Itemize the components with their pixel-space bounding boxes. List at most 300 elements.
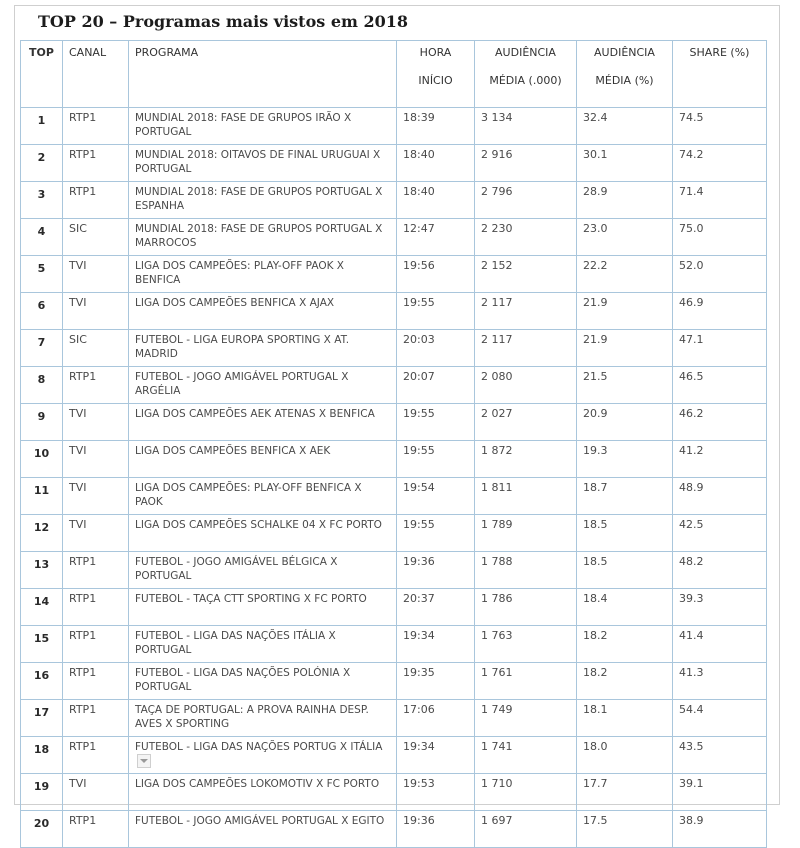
start-time-cell-text: 18:39 bbox=[403, 111, 435, 124]
start-time-cell bbox=[397, 367, 475, 404]
start-time-cell-text: 19:34 bbox=[403, 740, 435, 753]
start-time-cell bbox=[397, 293, 475, 330]
program-cell bbox=[129, 663, 397, 700]
channel-cell-text: RTP1 bbox=[69, 814, 97, 827]
program-cell-text: LIGA DOS CAMPEÕES: PLAY-OFF PAOK X BENFICA bbox=[135, 260, 344, 286]
audience-thousands-cell bbox=[475, 663, 577, 700]
channel-cell bbox=[63, 330, 129, 367]
audience-thousands-cell bbox=[475, 589, 577, 626]
rank-cell bbox=[21, 774, 63, 811]
channel-cell-text: RTP1 bbox=[69, 111, 97, 124]
channel-cell bbox=[63, 478, 129, 515]
program-cell-text: FUTEBOL - JOGO AMIGÁVEL PORTUGAL X EGITO bbox=[135, 815, 385, 827]
channel-cell bbox=[63, 219, 129, 256]
rank-cell-text: 13 bbox=[33, 558, 50, 571]
audience-thousands-cell-text: 1 763 bbox=[481, 629, 513, 642]
channel-cell bbox=[63, 441, 129, 478]
program-cell-text: FUTEBOL - LIGA DAS NAÇÕES POLÓNIA X PORTUGAL bbox=[135, 667, 351, 693]
header-aud-line2: MÉDIA (.000) bbox=[489, 74, 562, 87]
share-cell bbox=[673, 441, 767, 478]
audience-percent-cell bbox=[577, 626, 673, 663]
audience-percent-cell-text: 19.3 bbox=[583, 444, 608, 457]
start-time-cell-text: 19:56 bbox=[403, 259, 435, 272]
program-cell-text: LIGA DOS CAMPEÕES SCHALKE 04 X FC PORTO bbox=[135, 519, 382, 531]
share-cell bbox=[673, 515, 767, 552]
channel-cell bbox=[63, 145, 129, 182]
header-audpct-line2: MÉDIA (%) bbox=[595, 74, 654, 87]
rank-cell bbox=[21, 626, 63, 663]
page-title: TOP 20 – Programas mais vistos em 2018 bbox=[38, 12, 409, 31]
share-cell-text: 41.2 bbox=[679, 444, 704, 457]
share-cell-text: 47.1 bbox=[679, 333, 704, 346]
header-programa: PROGRAMA bbox=[129, 41, 397, 108]
rank-cell bbox=[21, 441, 63, 478]
table-header-row bbox=[21, 41, 767, 108]
table-row bbox=[21, 219, 767, 256]
start-time-cell-text: 19:34 bbox=[403, 629, 435, 642]
rank-cell bbox=[21, 552, 63, 589]
rank-cell-text: 1 bbox=[37, 114, 46, 127]
channel-cell-text: RTP1 bbox=[69, 703, 97, 716]
share-cell bbox=[673, 589, 767, 626]
audience-thousands-cell bbox=[475, 182, 577, 219]
share-cell-text: 74.2 bbox=[679, 148, 704, 161]
audience-percent-cell-text: 18.5 bbox=[583, 555, 608, 568]
channel-cell-text: TVI bbox=[69, 481, 87, 494]
start-time-cell bbox=[397, 330, 475, 367]
rank-cell-text: 20 bbox=[33, 817, 50, 830]
program-cell bbox=[129, 737, 397, 774]
program-cell bbox=[129, 811, 397, 848]
table-row bbox=[21, 737, 767, 774]
start-time-cell-text: 20:37 bbox=[403, 592, 435, 605]
rank-cell-text: 4 bbox=[37, 225, 46, 238]
audience-thousands-cell bbox=[475, 145, 577, 182]
header-hora-line1: HORA bbox=[419, 46, 452, 59]
audience-thousands-cell-text: 1 697 bbox=[481, 814, 513, 827]
audience-percent-cell-text: 18.7 bbox=[583, 481, 608, 494]
share-cell bbox=[673, 330, 767, 367]
start-time-cell-text: 19:53 bbox=[403, 777, 435, 790]
audience-percent-cell bbox=[577, 663, 673, 700]
audience-thousands-cell bbox=[475, 108, 577, 145]
table-row bbox=[21, 182, 767, 219]
audience-thousands-cell-text: 2 152 bbox=[481, 259, 513, 272]
share-cell-text: 48.2 bbox=[679, 555, 704, 568]
share-cell bbox=[673, 737, 767, 774]
start-time-cell-text: 19:55 bbox=[403, 296, 435, 309]
program-cell-text: FUTEBOL - JOGO AMIGÁVEL BÉLGICA X PORTUGAL bbox=[135, 556, 338, 582]
channel-cell bbox=[63, 552, 129, 589]
program-cell-text: LIGA DOS CAMPEÕES: PLAY-OFF BENFICA X PAOK bbox=[135, 482, 362, 508]
program-cell bbox=[129, 219, 397, 256]
program-cell-text: FUTEBOL - LIGA DAS NAÇÕES PORTUG X ITÁLIA bbox=[135, 741, 383, 753]
audience-percent-cell bbox=[577, 182, 673, 219]
audience-thousands-cell-text: 1 761 bbox=[481, 666, 513, 679]
rank-cell-text: 17 bbox=[33, 706, 50, 719]
rank-cell bbox=[21, 700, 63, 737]
audience-percent-cell bbox=[577, 256, 673, 293]
start-time-cell-text: 19:55 bbox=[403, 444, 435, 457]
audience-percent-cell-text: 21.9 bbox=[583, 333, 608, 346]
audience-thousands-cell-text: 1 789 bbox=[481, 518, 513, 531]
rank-cell bbox=[21, 737, 63, 774]
audience-thousands-cell bbox=[475, 737, 577, 774]
program-cell bbox=[129, 515, 397, 552]
share-cell-text: 46.2 bbox=[679, 407, 704, 420]
rank-cell-text: 3 bbox=[37, 188, 46, 201]
share-cell bbox=[673, 293, 767, 330]
share-cell bbox=[673, 219, 767, 256]
audience-percent-cell bbox=[577, 108, 673, 145]
table-row bbox=[21, 589, 767, 626]
audience-percent-cell-text: 18.2 bbox=[583, 666, 608, 679]
audience-percent-cell bbox=[577, 700, 673, 737]
audience-percent-cell-text: 20.9 bbox=[583, 407, 608, 420]
audience-thousands-cell bbox=[475, 404, 577, 441]
header-audiencia-media bbox=[475, 41, 577, 108]
rank-cell bbox=[21, 478, 63, 515]
start-time-cell bbox=[397, 811, 475, 848]
start-time-cell bbox=[397, 737, 475, 774]
audience-percent-cell bbox=[577, 404, 673, 441]
channel-cell-text: TVI bbox=[69, 518, 87, 531]
audience-thousands-cell-text: 1 741 bbox=[481, 740, 513, 753]
rank-cell-text: 18 bbox=[33, 743, 50, 756]
audience-thousands-cell bbox=[475, 515, 577, 552]
audience-thousands-cell-text: 2 230 bbox=[481, 222, 513, 235]
start-time-cell-text: 17:06 bbox=[403, 703, 435, 716]
start-time-cell bbox=[397, 700, 475, 737]
share-cell bbox=[673, 811, 767, 848]
audience-thousands-cell-text: 2 080 bbox=[481, 370, 513, 383]
program-cell bbox=[129, 145, 397, 182]
table-row bbox=[21, 367, 767, 404]
channel-cell-text: SIC bbox=[69, 333, 87, 346]
audience-percent-cell-text: 17.5 bbox=[583, 814, 608, 827]
audience-thousands-cell-text: 1 788 bbox=[481, 555, 513, 568]
header-hora bbox=[397, 41, 475, 108]
rank-cell bbox=[21, 219, 63, 256]
audience-percent-cell-text: 17.7 bbox=[583, 777, 608, 790]
start-time-cell bbox=[397, 552, 475, 589]
channel-cell bbox=[63, 811, 129, 848]
share-cell bbox=[673, 145, 767, 182]
ranking-table bbox=[20, 40, 767, 848]
audience-percent-cell-text: 32.4 bbox=[583, 111, 608, 124]
table-row bbox=[21, 293, 767, 330]
program-cell-text: LIGA DOS CAMPEÕES AEK ATENAS X BENFICA bbox=[135, 408, 375, 420]
channel-cell-text: SIC bbox=[69, 222, 87, 235]
start-time-cell-text: 19:55 bbox=[403, 518, 435, 531]
rank-cell bbox=[21, 182, 63, 219]
program-cell bbox=[129, 774, 397, 811]
table-row bbox=[21, 552, 767, 589]
rank-cell bbox=[21, 404, 63, 441]
program-cell bbox=[129, 552, 397, 589]
program-cell-text: LIGA DOS CAMPEÕES BENFICA X AEK bbox=[135, 445, 331, 457]
program-cell bbox=[129, 182, 397, 219]
program-cell bbox=[129, 700, 397, 737]
program-cell-text: TAÇA DE PORTUGAL: A PROVA RAINHA DESP. AVES X SPORTING bbox=[135, 704, 369, 730]
rank-cell bbox=[21, 589, 63, 626]
channel-cell-text: TVI bbox=[69, 444, 87, 457]
start-time-cell bbox=[397, 108, 475, 145]
audience-percent-cell bbox=[577, 367, 673, 404]
rank-cell-text: 8 bbox=[37, 373, 46, 386]
start-time-cell-text: 20:07 bbox=[403, 370, 435, 383]
program-cell bbox=[129, 108, 397, 145]
audience-thousands-cell bbox=[475, 293, 577, 330]
audience-percent-cell bbox=[577, 293, 673, 330]
program-cell bbox=[129, 256, 397, 293]
audience-percent-cell-text: 23.0 bbox=[583, 222, 608, 235]
channel-cell-text: RTP1 bbox=[69, 740, 97, 753]
table-row bbox=[21, 700, 767, 737]
table-row bbox=[21, 663, 767, 700]
share-cell-text: 74.5 bbox=[679, 111, 704, 124]
audience-percent-cell-text: 18.0 bbox=[583, 740, 608, 753]
channel-cell-text: TVI bbox=[69, 777, 87, 790]
channel-cell-text: RTP1 bbox=[69, 370, 97, 383]
header-top: TOP bbox=[21, 41, 63, 108]
program-cell-text: LIGA DOS CAMPEÕES LOKOMOTIV X FC PORTO bbox=[135, 778, 380, 790]
channel-cell-text: TVI bbox=[69, 296, 87, 309]
channel-cell-text: RTP1 bbox=[69, 666, 97, 679]
start-time-cell bbox=[397, 478, 475, 515]
audience-percent-cell bbox=[577, 774, 673, 811]
rank-cell-text: 2 bbox=[37, 151, 46, 164]
program-cell-text: FUTEBOL - TAÇA CTT SPORTING X FC PORTO bbox=[135, 593, 367, 605]
audience-thousands-cell-text: 2 027 bbox=[481, 407, 513, 420]
share-cell bbox=[673, 774, 767, 811]
audience-percent-cell-text: 21.9 bbox=[583, 296, 608, 309]
program-cell-text: MUNDIAL 2018: FASE DE GRUPOS PORTUGAL X ESPANHA bbox=[135, 186, 383, 212]
start-time-cell-text: 12:47 bbox=[403, 222, 435, 235]
channel-cell bbox=[63, 108, 129, 145]
table-row bbox=[21, 441, 767, 478]
channel-cell bbox=[63, 626, 129, 663]
start-time-cell bbox=[397, 663, 475, 700]
channel-cell bbox=[63, 663, 129, 700]
share-cell bbox=[673, 663, 767, 700]
start-time-cell bbox=[397, 441, 475, 478]
audience-thousands-cell bbox=[475, 330, 577, 367]
audience-thousands-cell-text: 2 916 bbox=[481, 148, 513, 161]
channel-cell-text: RTP1 bbox=[69, 555, 97, 568]
rank-cell bbox=[21, 108, 63, 145]
channel-cell bbox=[63, 367, 129, 404]
share-cell bbox=[673, 108, 767, 145]
audience-percent-cell-text: 21.5 bbox=[583, 370, 608, 383]
program-cell bbox=[129, 293, 397, 330]
share-cell-text: 75.0 bbox=[679, 222, 704, 235]
share-cell bbox=[673, 478, 767, 515]
audience-thousands-cell bbox=[475, 700, 577, 737]
audience-thousands-cell bbox=[475, 774, 577, 811]
program-cell-text: MUNDIAL 2018: OITAVOS DE FINAL URUGUAI X PORTUGAL bbox=[135, 149, 381, 175]
audience-percent-cell-text: 28.9 bbox=[583, 185, 608, 198]
channel-cell bbox=[63, 700, 129, 737]
rank-cell-text: 12 bbox=[33, 521, 50, 534]
audience-percent-cell bbox=[577, 219, 673, 256]
channel-cell-text: RTP1 bbox=[69, 185, 97, 198]
table-row bbox=[21, 404, 767, 441]
rank-cell bbox=[21, 663, 63, 700]
channel-cell-text: RTP1 bbox=[69, 629, 97, 642]
start-time-cell-text: 18:40 bbox=[403, 185, 435, 198]
audience-percent-cell-text: 22.2 bbox=[583, 259, 608, 272]
audience-percent-cell-text: 18.2 bbox=[583, 629, 608, 642]
share-cell-text: 52.0 bbox=[679, 259, 704, 272]
program-cell-text: LIGA DOS CAMPEÕES BENFICA X AJAX bbox=[135, 297, 335, 309]
audience-thousands-cell bbox=[475, 367, 577, 404]
channel-cell-text: TVI bbox=[69, 407, 87, 420]
start-time-cell bbox=[397, 404, 475, 441]
start-time-cell bbox=[397, 256, 475, 293]
audience-thousands-cell-text: 2 796 bbox=[481, 185, 513, 198]
rank-cell-text: 6 bbox=[37, 299, 46, 312]
audience-percent-cell bbox=[577, 441, 673, 478]
start-time-cell-text: 18:40 bbox=[403, 148, 435, 161]
audience-thousands-cell-text: 1 710 bbox=[481, 777, 513, 790]
start-time-cell bbox=[397, 219, 475, 256]
start-time-cell bbox=[397, 589, 475, 626]
share-cell-text: 41.3 bbox=[679, 666, 704, 679]
audience-percent-cell-text: 30.1 bbox=[583, 148, 608, 161]
table-row bbox=[21, 811, 767, 848]
channel-cell bbox=[63, 256, 129, 293]
audience-thousands-cell-text: 1 749 bbox=[481, 703, 513, 716]
program-cell-text: MUNDIAL 2018: FASE DE GRUPOS IRÃO X PORTUGAL bbox=[135, 112, 352, 138]
rank-cell-text: 15 bbox=[33, 632, 50, 645]
share-cell bbox=[673, 552, 767, 589]
rank-cell bbox=[21, 367, 63, 404]
audience-thousands-cell bbox=[475, 441, 577, 478]
rank-cell bbox=[21, 330, 63, 367]
share-cell-text: 43.5 bbox=[679, 740, 704, 753]
rank-cell bbox=[21, 293, 63, 330]
program-cell-text: MUNDIAL 2018: FASE DE GRUPOS PORTUGAL X MARROCOS bbox=[135, 223, 383, 249]
start-time-cell bbox=[397, 515, 475, 552]
channel-cell-text: RTP1 bbox=[69, 148, 97, 161]
audience-thousands-cell bbox=[475, 219, 577, 256]
audience-thousands-cell-text: 1 811 bbox=[481, 481, 513, 494]
table-row bbox=[21, 256, 767, 293]
start-time-cell-text: 20:03 bbox=[403, 333, 435, 346]
rank-cell-text: 16 bbox=[33, 669, 50, 682]
rank-cell-text: 14 bbox=[33, 595, 50, 608]
share-cell-text: 46.9 bbox=[679, 296, 704, 309]
audience-percent-cell bbox=[577, 145, 673, 182]
share-cell-text: 54.4 bbox=[679, 703, 704, 716]
table-row bbox=[21, 108, 767, 145]
share-cell-text: 42.5 bbox=[679, 518, 704, 531]
dropdown-arrow-icon[interactable] bbox=[137, 754, 151, 768]
table-row bbox=[21, 774, 767, 811]
audience-thousands-cell-text: 1 872 bbox=[481, 444, 513, 457]
table-row bbox=[21, 330, 767, 367]
share-cell bbox=[673, 626, 767, 663]
rank-cell bbox=[21, 256, 63, 293]
start-time-cell bbox=[397, 182, 475, 219]
rank-cell bbox=[21, 811, 63, 848]
share-cell-text: 48.9 bbox=[679, 481, 704, 494]
rank-cell-text: 10 bbox=[33, 447, 50, 460]
audience-thousands-cell bbox=[475, 478, 577, 515]
audience-thousands-cell bbox=[475, 811, 577, 848]
header-aud-line1: AUDIÊNCIA bbox=[495, 46, 556, 59]
audience-percent-cell bbox=[577, 552, 673, 589]
channel-cell-text: TVI bbox=[69, 259, 87, 272]
audience-thousands-cell-text: 1 786 bbox=[481, 592, 513, 605]
audience-thousands-cell bbox=[475, 256, 577, 293]
share-cell-text: 39.1 bbox=[679, 777, 704, 790]
table-row bbox=[21, 515, 767, 552]
audience-percent-cell bbox=[577, 330, 673, 367]
rank-cell-text: 11 bbox=[33, 484, 50, 497]
start-time-cell bbox=[397, 774, 475, 811]
audience-percent-cell bbox=[577, 589, 673, 626]
share-cell-text: 71.4 bbox=[679, 185, 704, 198]
header-share: SHARE (%) bbox=[673, 41, 767, 108]
audience-thousands-cell-text: 2 117 bbox=[481, 333, 513, 346]
channel-cell bbox=[63, 737, 129, 774]
rank-cell-text: 5 bbox=[37, 262, 46, 275]
program-cell-text: FUTEBOL - LIGA EUROPA SPORTING X AT. MADRID bbox=[135, 334, 350, 360]
start-time-cell bbox=[397, 145, 475, 182]
program-cell bbox=[129, 589, 397, 626]
audience-thousands-cell-text: 3 134 bbox=[481, 111, 513, 124]
start-time-cell-text: 19:36 bbox=[403, 555, 435, 568]
share-cell bbox=[673, 182, 767, 219]
start-time-cell-text: 19:54 bbox=[403, 481, 435, 494]
header-audpct-line1: AUDIÊNCIA bbox=[594, 46, 655, 59]
rank-cell bbox=[21, 145, 63, 182]
table-row bbox=[21, 478, 767, 515]
share-cell-text: 46.5 bbox=[679, 370, 704, 383]
audience-percent-cell bbox=[577, 478, 673, 515]
table-row bbox=[21, 626, 767, 663]
channel-cell bbox=[63, 182, 129, 219]
share-cell bbox=[673, 404, 767, 441]
program-cell bbox=[129, 441, 397, 478]
share-cell bbox=[673, 700, 767, 737]
rank-cell bbox=[21, 515, 63, 552]
audience-percent-cell-text: 18.1 bbox=[583, 703, 608, 716]
program-cell-text: FUTEBOL - LIGA DAS NAÇÕES ITÁLIA X PORTUGAL bbox=[135, 630, 336, 656]
audience-thousands-cell bbox=[475, 626, 577, 663]
channel-cell bbox=[63, 293, 129, 330]
program-cell bbox=[129, 404, 397, 441]
audience-percent-cell bbox=[577, 811, 673, 848]
share-cell-text: 38.9 bbox=[679, 814, 704, 827]
start-time-cell bbox=[397, 626, 475, 663]
channel-cell bbox=[63, 404, 129, 441]
audience-percent-cell bbox=[577, 515, 673, 552]
header-hora-line2: INÍCIO bbox=[418, 74, 453, 87]
audience-thousands-cell-text: 2 117 bbox=[481, 296, 513, 309]
channel-cell bbox=[63, 589, 129, 626]
audience-percent-cell bbox=[577, 737, 673, 774]
channel-cell bbox=[63, 515, 129, 552]
rank-cell-text: 7 bbox=[37, 336, 46, 349]
program-cell bbox=[129, 330, 397, 367]
header-canal: CANAL bbox=[63, 41, 129, 108]
share-cell bbox=[673, 367, 767, 404]
rank-cell-text: 9 bbox=[37, 410, 46, 423]
audience-thousands-cell bbox=[475, 552, 577, 589]
